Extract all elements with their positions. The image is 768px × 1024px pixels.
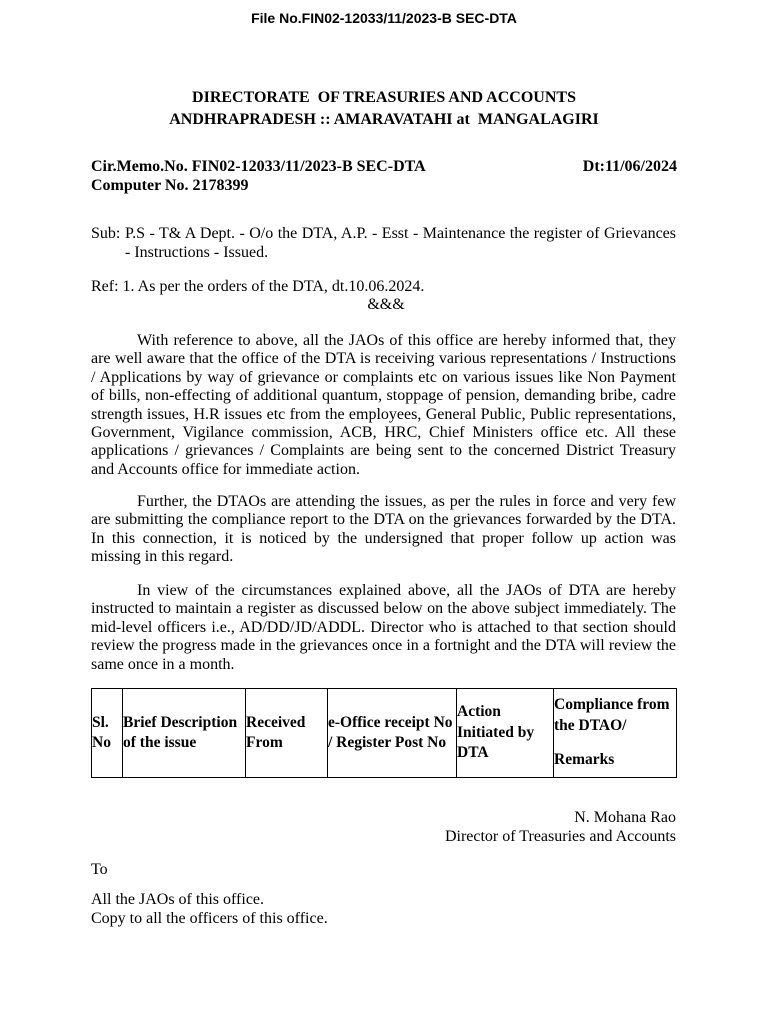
body-paragraph-1: With reference to above, all the JAOs of this office are hereby informed that, they are well aware that the office of the DTA is receiving various representations / Instructions / Applications by way of grievance or complaints etc on various issues like Non Payment of bills, non-effecting of additional quantum, stoppage of pension, demanding bribe, cadre strength issues, H.R issues etc from the employees, General Public, Public representations, Government, Vigilance commission, ACB, HRC, Chief Ministers office etc. All these applications / grievances / Complaints are being sent to the concerned District Treasury and Accounts office for immediate action. [91,332,676,478]
header-received-from: Received From [246,689,328,778]
separator: &&& [367,296,405,313]
memo-header [91,157,677,195]
signature-block [445,808,676,846]
organization-line-1: DIRECTORATE OF TREASURIES AND ACCOUNTS [192,89,576,106]
subject [91,225,676,262]
computer-number: Computer No. 2178399 [91,177,249,194]
body-paragraph-2: Further, the DTAOs are attending the issues, as per the rules in force and very few are submitting the compliance report to the DTA on the grievances forwarded by the DTA. In this connection, it is noticed by the undersigned that proper follow up action was missing in this regard. [91,493,676,566]
header-remarks: Remarks [554,751,615,769]
subject-label: Sub: [91,225,121,242]
reference-text: 1. As per the orders of the DTA, dt.10.06.2024. [122,278,425,295]
header-action-initiated: Action Initiated by DTA [457,689,554,778]
file-number: File No.FIN02-12033/11/2023-B SEC-DTA [251,10,517,26]
reference-label: Ref: [91,278,119,295]
recipients [91,891,328,928]
recipient-line: All the JAOs of this office. [91,891,265,908]
to-label: To [91,861,108,878]
header-eoffice-receipt: e-Office receipt No / Register Post No [328,689,457,778]
reference [91,277,676,296]
organization-header [0,87,768,131]
grievance-register-table [91,688,677,778]
subject-text: P.S - T& A Dept. - O/o the DTA, A.P. - Esst - Maintenance the register of Grievances - Instructions - Issued. [125,225,676,261]
header-compliance-remarks [554,689,677,778]
table-header-row [92,689,677,778]
memo-date: Dt:11/06/2024 [582,158,677,175]
header-sl-no: Sl. No [92,689,123,778]
signatory-designation: Director of Treasuries and Accounts [444,828,676,845]
signatory-name: N. Mohana Rao [574,809,676,826]
header-brief-description: Brief Description of the issue [123,689,246,778]
memo-number: Cir.Memo.No. FIN02-12033/11/2023-B SEC-DTA [91,158,426,175]
organization-line-2: ANDHRAPRADESH :: AMARAVATAHI at MANGALAGIRI [169,111,599,128]
recipient-line: Copy to all the officers of this office. [91,909,328,927]
body-paragraph-3: In view of the circumstances explained above, all the JAOs of DTA are hereby instructed to maintain a register as discussed below on the above subject immediately. The mid-level officers i.e., AD/DD/JD/ADDL. Director who is attached to that section should review the progress made in the grievances once in a fortnight and the DTA will review the same once in a month. [91,582,676,673]
header-compliance: Compliance from the DTAO/ [554,696,670,734]
